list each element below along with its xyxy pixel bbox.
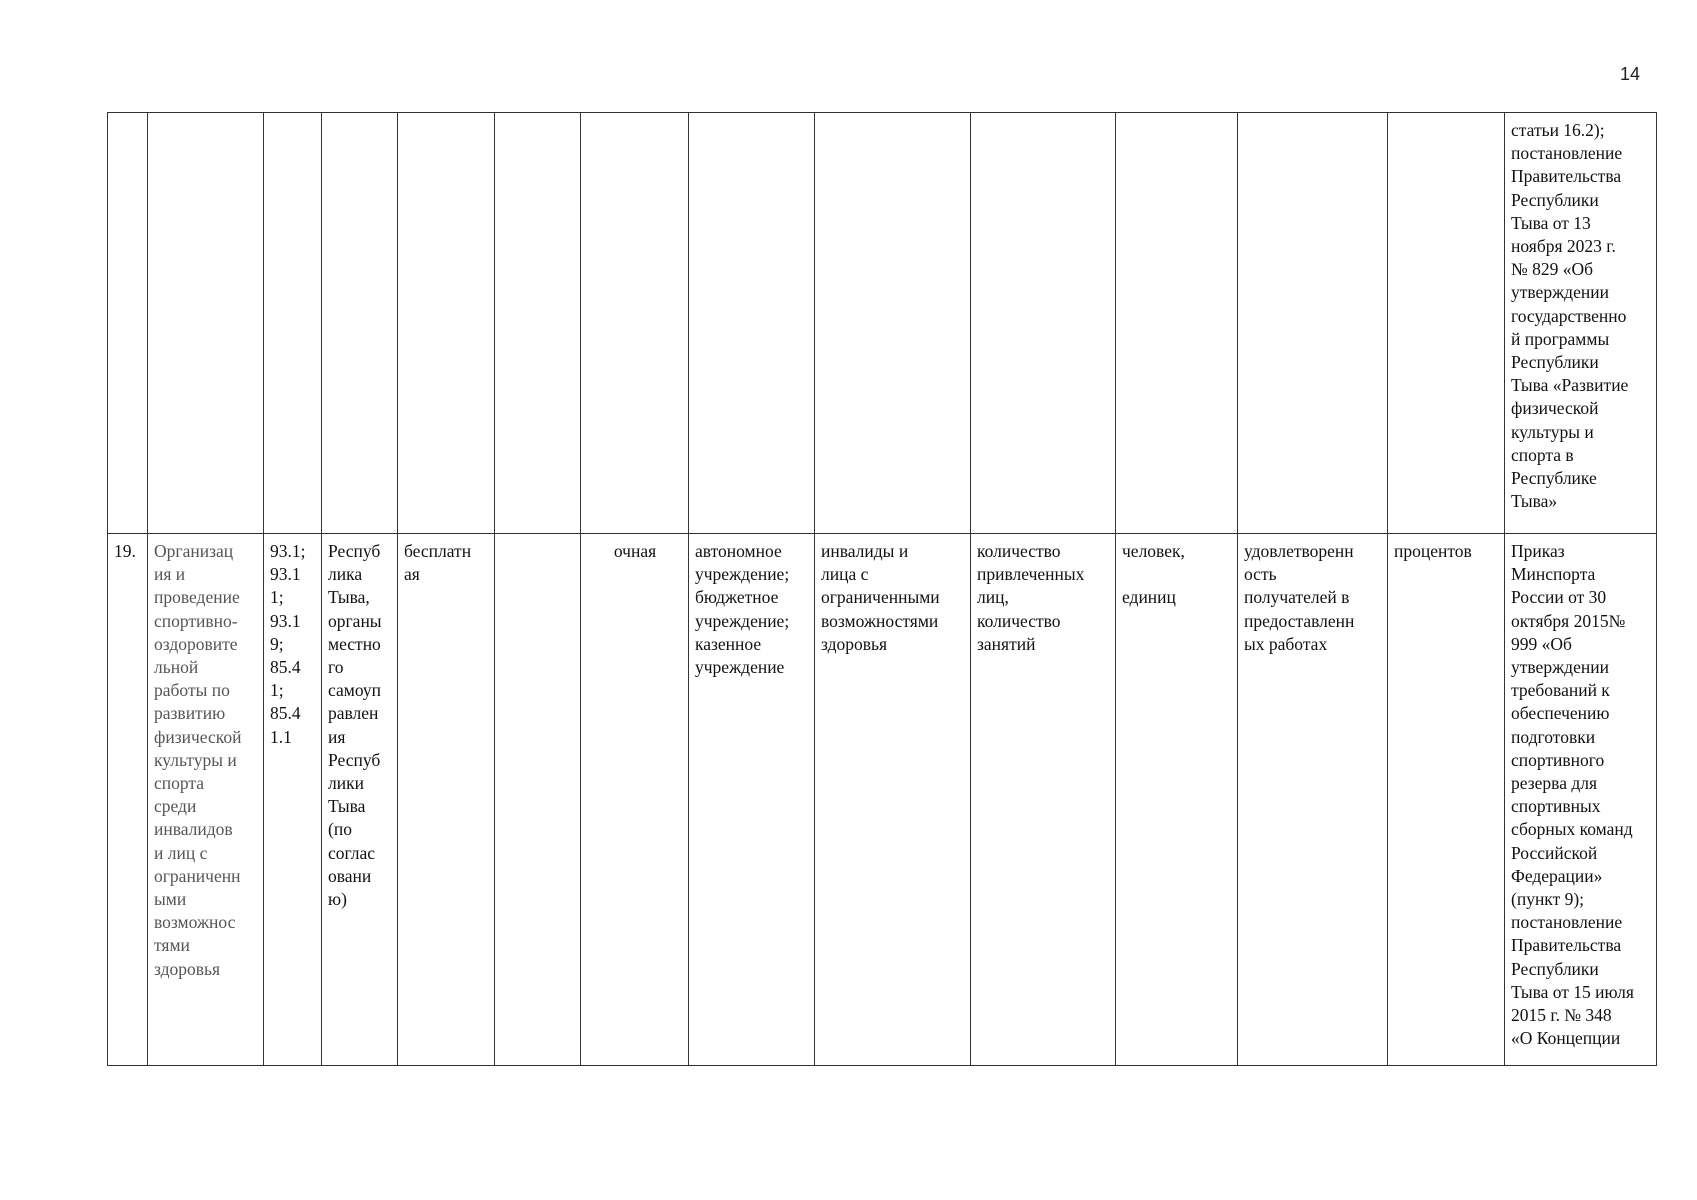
cell-authority: Респуб лика Тыва, органы местно го самоуп равлен ия Респуб лики Тыва (по соглас овани ю) [322,534,398,1066]
cell-institution-type: автономное учреждение; бюджетное учреждение; казенное учреждение [689,534,815,1066]
cell-volume-unit: человек, единиц [1116,534,1238,1066]
cell-codes [264,113,322,534]
cell-recipients: инвалиды и лица с ограниченными возможностями здоровья [815,534,971,1066]
cell-quality-unit [1388,113,1505,534]
cell-legal-basis: статьи 16.2); постановление Правительства Республики Тыва от 13 ноября 2023 г. № 829 «Об утверждении государственно й программы Республики Тыва «Развитие физической культуры и спорта в Республике Тыва» [1505,113,1657,534]
cell-form: очная [581,534,689,1066]
cell-institution-type [689,113,815,534]
services-registry-table [107,112,1657,1066]
cell-name [148,113,264,534]
cell-legal-basis: Приказ Минспорта России от 30 октября 2015№ 999 «Об утверждении требований к обеспечению подготовки спортивного резерва для спортивных сборных команд Российской Федерации» (пункт 9); постановление Правительства Республики Тыва от 15 июля 2015 г. № 348 «О Концепции [1505,534,1657,1066]
cell-number: 19. [108,534,148,1066]
page-number: 14 [1620,64,1641,84]
cell-content [495,113,581,534]
cell-quality-indicator [1238,113,1388,534]
table-row-continued [108,113,1657,534]
cell-number [108,113,148,534]
cell-codes: 93.1; 93.1 1; 93.1 9; 85.4 1; 85.4 1.1 [264,534,322,1066]
cell-volume-unit [1116,113,1238,534]
cell-quality-indicator: удовлетворенн ость получателей в предоставленн ых работах [1238,534,1388,1066]
cell-form [581,113,689,534]
cell-quality-unit: процентов [1388,534,1505,1066]
cell-volume-indicator: количество привлеченных лиц, количество занятий [971,534,1116,1066]
cell-payment [398,113,495,534]
cell-volume-indicator [971,113,1116,534]
cell-payment: бесплатн ая [398,534,495,1066]
cell-name: Организац ия и проведение спортивно- оздоровите льной работы по развитию физической культуры и спорта среди инвалидов и лиц с ограниченн ыми возможнос тями здоровья [148,534,264,1066]
table-row-19 [108,534,1657,1066]
cell-authority [322,113,398,534]
cell-content [495,534,581,1066]
cell-recipients [815,113,971,534]
